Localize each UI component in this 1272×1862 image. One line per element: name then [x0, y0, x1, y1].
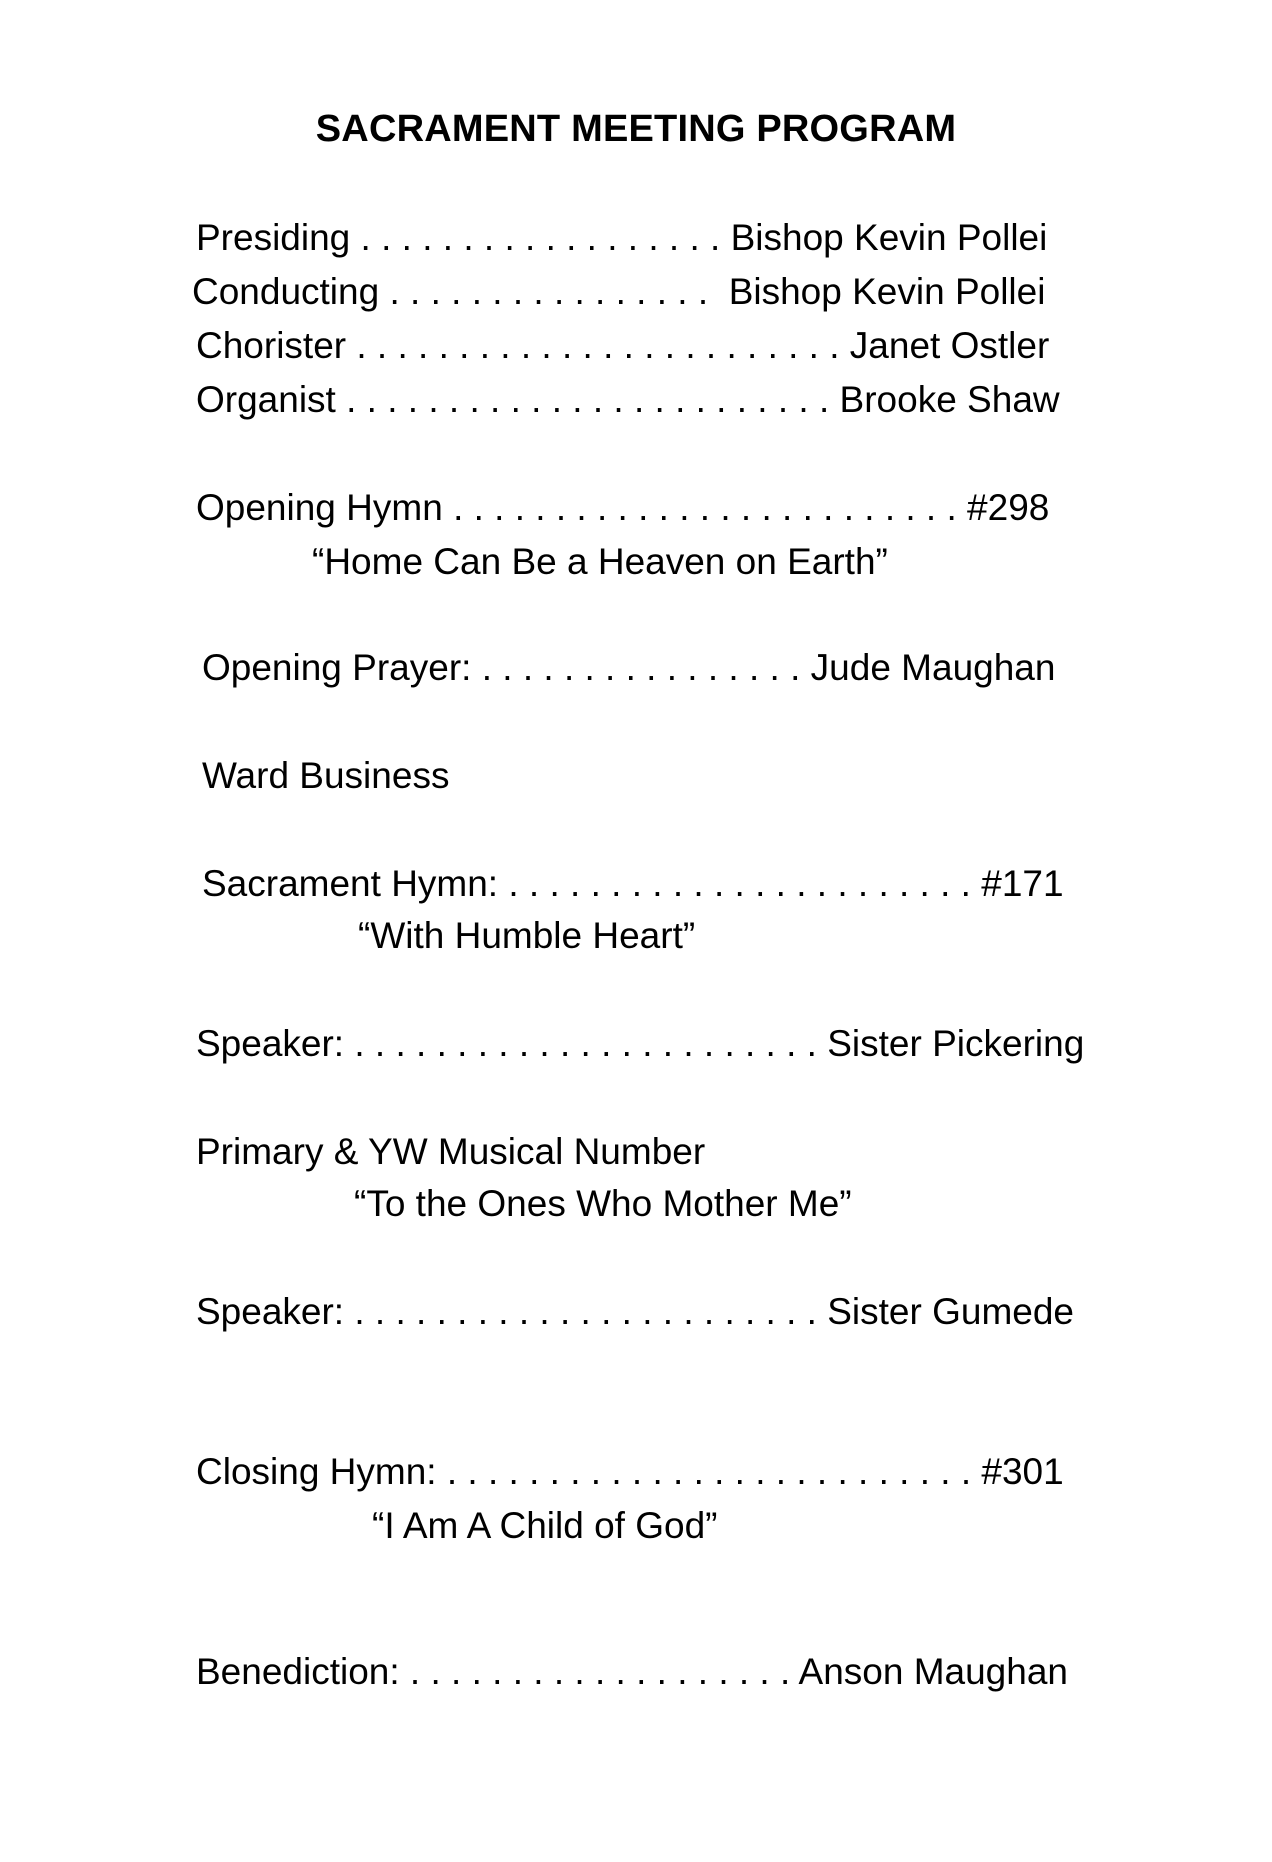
sacrament-hymn-line: Sacrament Hymn: . . . . . . . . . . . . . . . . . . . . . . . #171 [202, 863, 1064, 904]
presiding-line: Presiding . . . . . . . . . . . . . . . . . . Bishop Kevin Pollei [196, 217, 1048, 258]
opening-hymn-line: Opening Hymn . . . . . . . . . . . . . . . . . . . . . . . . . #298 [196, 487, 1050, 528]
sacrament-hymn-title: “With Humble Heart” [358, 915, 696, 956]
ward-business-line: Ward Business [202, 755, 450, 796]
conducting-line: Conducting . . . . . . . . . . . . . . . . Bishop Kevin Pollei [192, 271, 1046, 312]
speaker-2-line: Speaker: . . . . . . . . . . . . . . . . . . . . . . . Sister Gumede [196, 1291, 1075, 1332]
chorister-line: Chorister . . . . . . . . . . . . . . . . . . . . . . . . Janet Ostler [196, 325, 1050, 366]
program-title: SACRAMENT MEETING PROGRAM [315, 108, 957, 150]
organist-line: Organist . . . . . . . . . . . . . . . . . . . . . . . . Brooke Shaw [196, 379, 1060, 420]
benediction-line: Benediction: . . . . . . . . . . . . . . . . . . . Anson Maughan [196, 1651, 1068, 1692]
musical-number-line: Primary & YW Musical Number [196, 1131, 706, 1172]
opening-prayer-line: Opening Prayer: . . . . . . . . . . . . . . . . Jude Maughan [202, 647, 1056, 688]
closing-hymn-title: “I Am A Child of God” [372, 1505, 718, 1546]
opening-hymn-title: “Home Can Be a Heaven on Earth” [312, 541, 888, 582]
musical-number-title: “To the Ones Who Mother Me” [354, 1183, 852, 1224]
speaker-1-line: Speaker: . . . . . . . . . . . . . . . . . . . . . . . Sister Pickering [196, 1023, 1085, 1064]
closing-hymn-line: Closing Hymn: . . . . . . . . . . . . . . . . . . . . . . . . . . #301 [196, 1451, 1064, 1492]
